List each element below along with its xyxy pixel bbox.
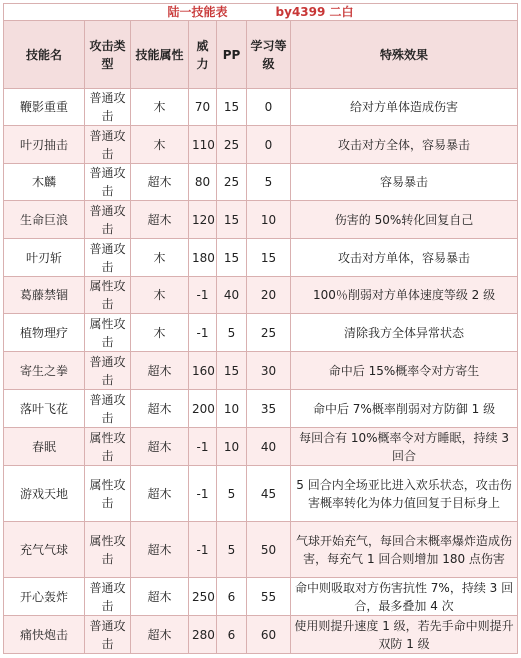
skill-attr-cell: 超木: [131, 578, 189, 616]
skill-table-container: [3, 3, 517, 654]
power-cell: 250: [189, 578, 217, 616]
power-cell: -1: [189, 428, 217, 466]
attack-type-cell: 普通攻击: [85, 89, 131, 126]
skill-attr-cell: 超木: [131, 466, 189, 522]
attack-type-cell: 普通攻击: [85, 164, 131, 201]
table-row: [4, 239, 518, 277]
learn-level-cell: 15: [247, 239, 291, 277]
power-cell: -1: [189, 466, 217, 522]
pp-cell: 6: [217, 578, 247, 616]
skill-name-cell: 落叶飞花: [4, 390, 85, 428]
pp-cell: 10: [217, 390, 247, 428]
table-row: [4, 428, 518, 466]
skill-name-cell: 木麟: [4, 164, 85, 201]
skill-attr-cell: 木: [131, 126, 189, 164]
effect-cell: 伤害的 50%转化回复自己: [291, 201, 518, 239]
skill-name-cell: 鞭影重重: [4, 89, 85, 126]
attack-type-cell: 普通攻击: [85, 390, 131, 428]
skill-name-cell: 生命巨浪: [4, 201, 85, 239]
learn-level-cell: 35: [247, 390, 291, 428]
skill-attr-cell: 木: [131, 314, 189, 352]
learn-level-cell: 40: [247, 428, 291, 466]
power-cell: -1: [189, 314, 217, 352]
table-row: [4, 314, 518, 352]
header-attr: 技能属性: [131, 21, 189, 89]
learn-level-cell: 0: [247, 126, 291, 164]
table-row: [4, 201, 518, 239]
power-cell: 200: [189, 390, 217, 428]
table-row: [4, 390, 518, 428]
skill-attr-cell: 木: [131, 89, 189, 126]
skill-attr-cell: 超木: [131, 428, 189, 466]
skill-attr-cell: 木: [131, 239, 189, 277]
power-cell: -1: [189, 277, 217, 314]
pp-cell: 15: [217, 201, 247, 239]
header-pp: PP: [217, 21, 247, 89]
power-cell: 110: [189, 126, 217, 164]
table-row: [4, 164, 518, 201]
attack-type-cell: 普通攻击: [85, 578, 131, 616]
attack-type-cell: 属性攻击: [85, 428, 131, 466]
skill-table: [3, 3, 518, 654]
pp-cell: 10: [217, 428, 247, 466]
attack-type-cell: 属性攻击: [85, 466, 131, 522]
skill-attr-cell: 超木: [131, 352, 189, 390]
pp-cell: 15: [217, 239, 247, 277]
power-cell: 180: [189, 239, 217, 277]
skill-attr-cell: 超木: [131, 616, 189, 654]
effect-cell: 使用则提升速度 1 级，若先手命中则提升双防 1 级: [291, 616, 518, 654]
pp-cell: 25: [217, 164, 247, 201]
skill-name-cell: 游戏天地: [4, 466, 85, 522]
learn-level-cell: 20: [247, 277, 291, 314]
power-cell: -1: [189, 522, 217, 578]
skill-name-cell: 叶刃抽击: [4, 126, 85, 164]
attack-type-cell: 普通攻击: [85, 352, 131, 390]
effect-cell: 攻击对方单体，容易暴击: [291, 239, 518, 277]
power-cell: 280: [189, 616, 217, 654]
attack-type-cell: 普通攻击: [85, 126, 131, 164]
table-row: [4, 277, 518, 314]
header-power: 威力: [189, 21, 217, 89]
table-title-cell: [4, 4, 518, 21]
attack-type-cell: 属性攻击: [85, 314, 131, 352]
skill-attr-cell: 木: [131, 277, 189, 314]
pp-cell: 5: [217, 522, 247, 578]
skill-attr-cell: 超木: [131, 201, 189, 239]
skill-name-cell: 植物理疗: [4, 314, 85, 352]
learn-level-cell: 50: [247, 522, 291, 578]
learn-level-cell: 0: [247, 89, 291, 126]
effect-cell: 攻击对方全体，容易暴击: [291, 126, 518, 164]
effect-cell: 清除我方全体异常状态: [291, 314, 518, 352]
power-cell: 160: [189, 352, 217, 390]
table-title-row: [4, 4, 518, 21]
attack-type-cell: 普通攻击: [85, 201, 131, 239]
skill-attr-cell: 超木: [131, 390, 189, 428]
pp-cell: 15: [217, 352, 247, 390]
table-title: 陆一技能表: [167, 5, 228, 19]
power-cell: 120: [189, 201, 217, 239]
power-cell: 70: [189, 89, 217, 126]
header-level: 学习等级: [247, 21, 291, 89]
skill-attr-cell: 超木: [131, 164, 189, 201]
pp-cell: 6: [217, 616, 247, 654]
pp-cell: 5: [217, 314, 247, 352]
table-row: [4, 126, 518, 164]
header-effect: 特殊效果: [291, 21, 518, 89]
table-row: [4, 466, 518, 522]
table-row: [4, 522, 518, 578]
attack-type-cell: 属性攻击: [85, 522, 131, 578]
pp-cell: 5: [217, 466, 247, 522]
skill-name-cell: 寄生之拳: [4, 352, 85, 390]
learn-level-cell: 55: [247, 578, 291, 616]
learn-level-cell: 25: [247, 314, 291, 352]
skill-name-cell: 葛藤禁锢: [4, 277, 85, 314]
attack-type-cell: 普通攻击: [85, 616, 131, 654]
attack-type-cell: 普通攻击: [85, 239, 131, 277]
effect-cell: 容易暴击: [291, 164, 518, 201]
table-row: [4, 616, 518, 654]
power-cell: 80: [189, 164, 217, 201]
learn-level-cell: 5: [247, 164, 291, 201]
effect-cell: 给对方单体造成伤害: [291, 89, 518, 126]
learn-level-cell: 10: [247, 201, 291, 239]
attack-type-cell: 属性攻击: [85, 277, 131, 314]
learn-level-cell: 60: [247, 616, 291, 654]
skill-name-cell: 开心轰炸: [4, 578, 85, 616]
pp-cell: 15: [217, 89, 247, 126]
effect-cell: 气球开始充气，每回合末概率爆炸造成伤害，每充气 1 回合则增加 180 点伤害: [291, 522, 518, 578]
table-row: [4, 352, 518, 390]
skill-name-cell: 叶刃斩: [4, 239, 85, 277]
effect-cell: 5 回合内全场亚比进入欢乐状态，攻击伤害概率转化为体力值回复于目标身上: [291, 466, 518, 522]
effect-cell: 每回合有 10%概率令对方睡眠，持续 3 回合: [291, 428, 518, 466]
header-name: 技能名: [4, 21, 85, 89]
table-row: [4, 89, 518, 126]
learn-level-cell: 30: [247, 352, 291, 390]
learn-level-cell: 45: [247, 466, 291, 522]
skill-name-cell: 充气气球: [4, 522, 85, 578]
effect-cell: 命中后 15%概率令对方寄生: [291, 352, 518, 390]
effect-cell: 100％削弱对方单体速度等级 2 级: [291, 277, 518, 314]
table-row: [4, 578, 518, 616]
effect-cell: 命中则吸取对方伤害抗性 7%，持续 3 回合，最多叠加 4 次: [291, 578, 518, 616]
effect-cell: 命中后 7%概率削弱对方防御 1 级: [291, 390, 518, 428]
skill-name-cell: 痛快炮击: [4, 616, 85, 654]
table-author: by4399 二白: [275, 5, 354, 19]
pp-cell: 40: [217, 277, 247, 314]
pp-cell: 25: [217, 126, 247, 164]
table-header-row: [4, 21, 518, 89]
skill-attr-cell: 超木: [131, 522, 189, 578]
header-type: 攻击类型: [85, 21, 131, 89]
skill-name-cell: 春眠: [4, 428, 85, 466]
